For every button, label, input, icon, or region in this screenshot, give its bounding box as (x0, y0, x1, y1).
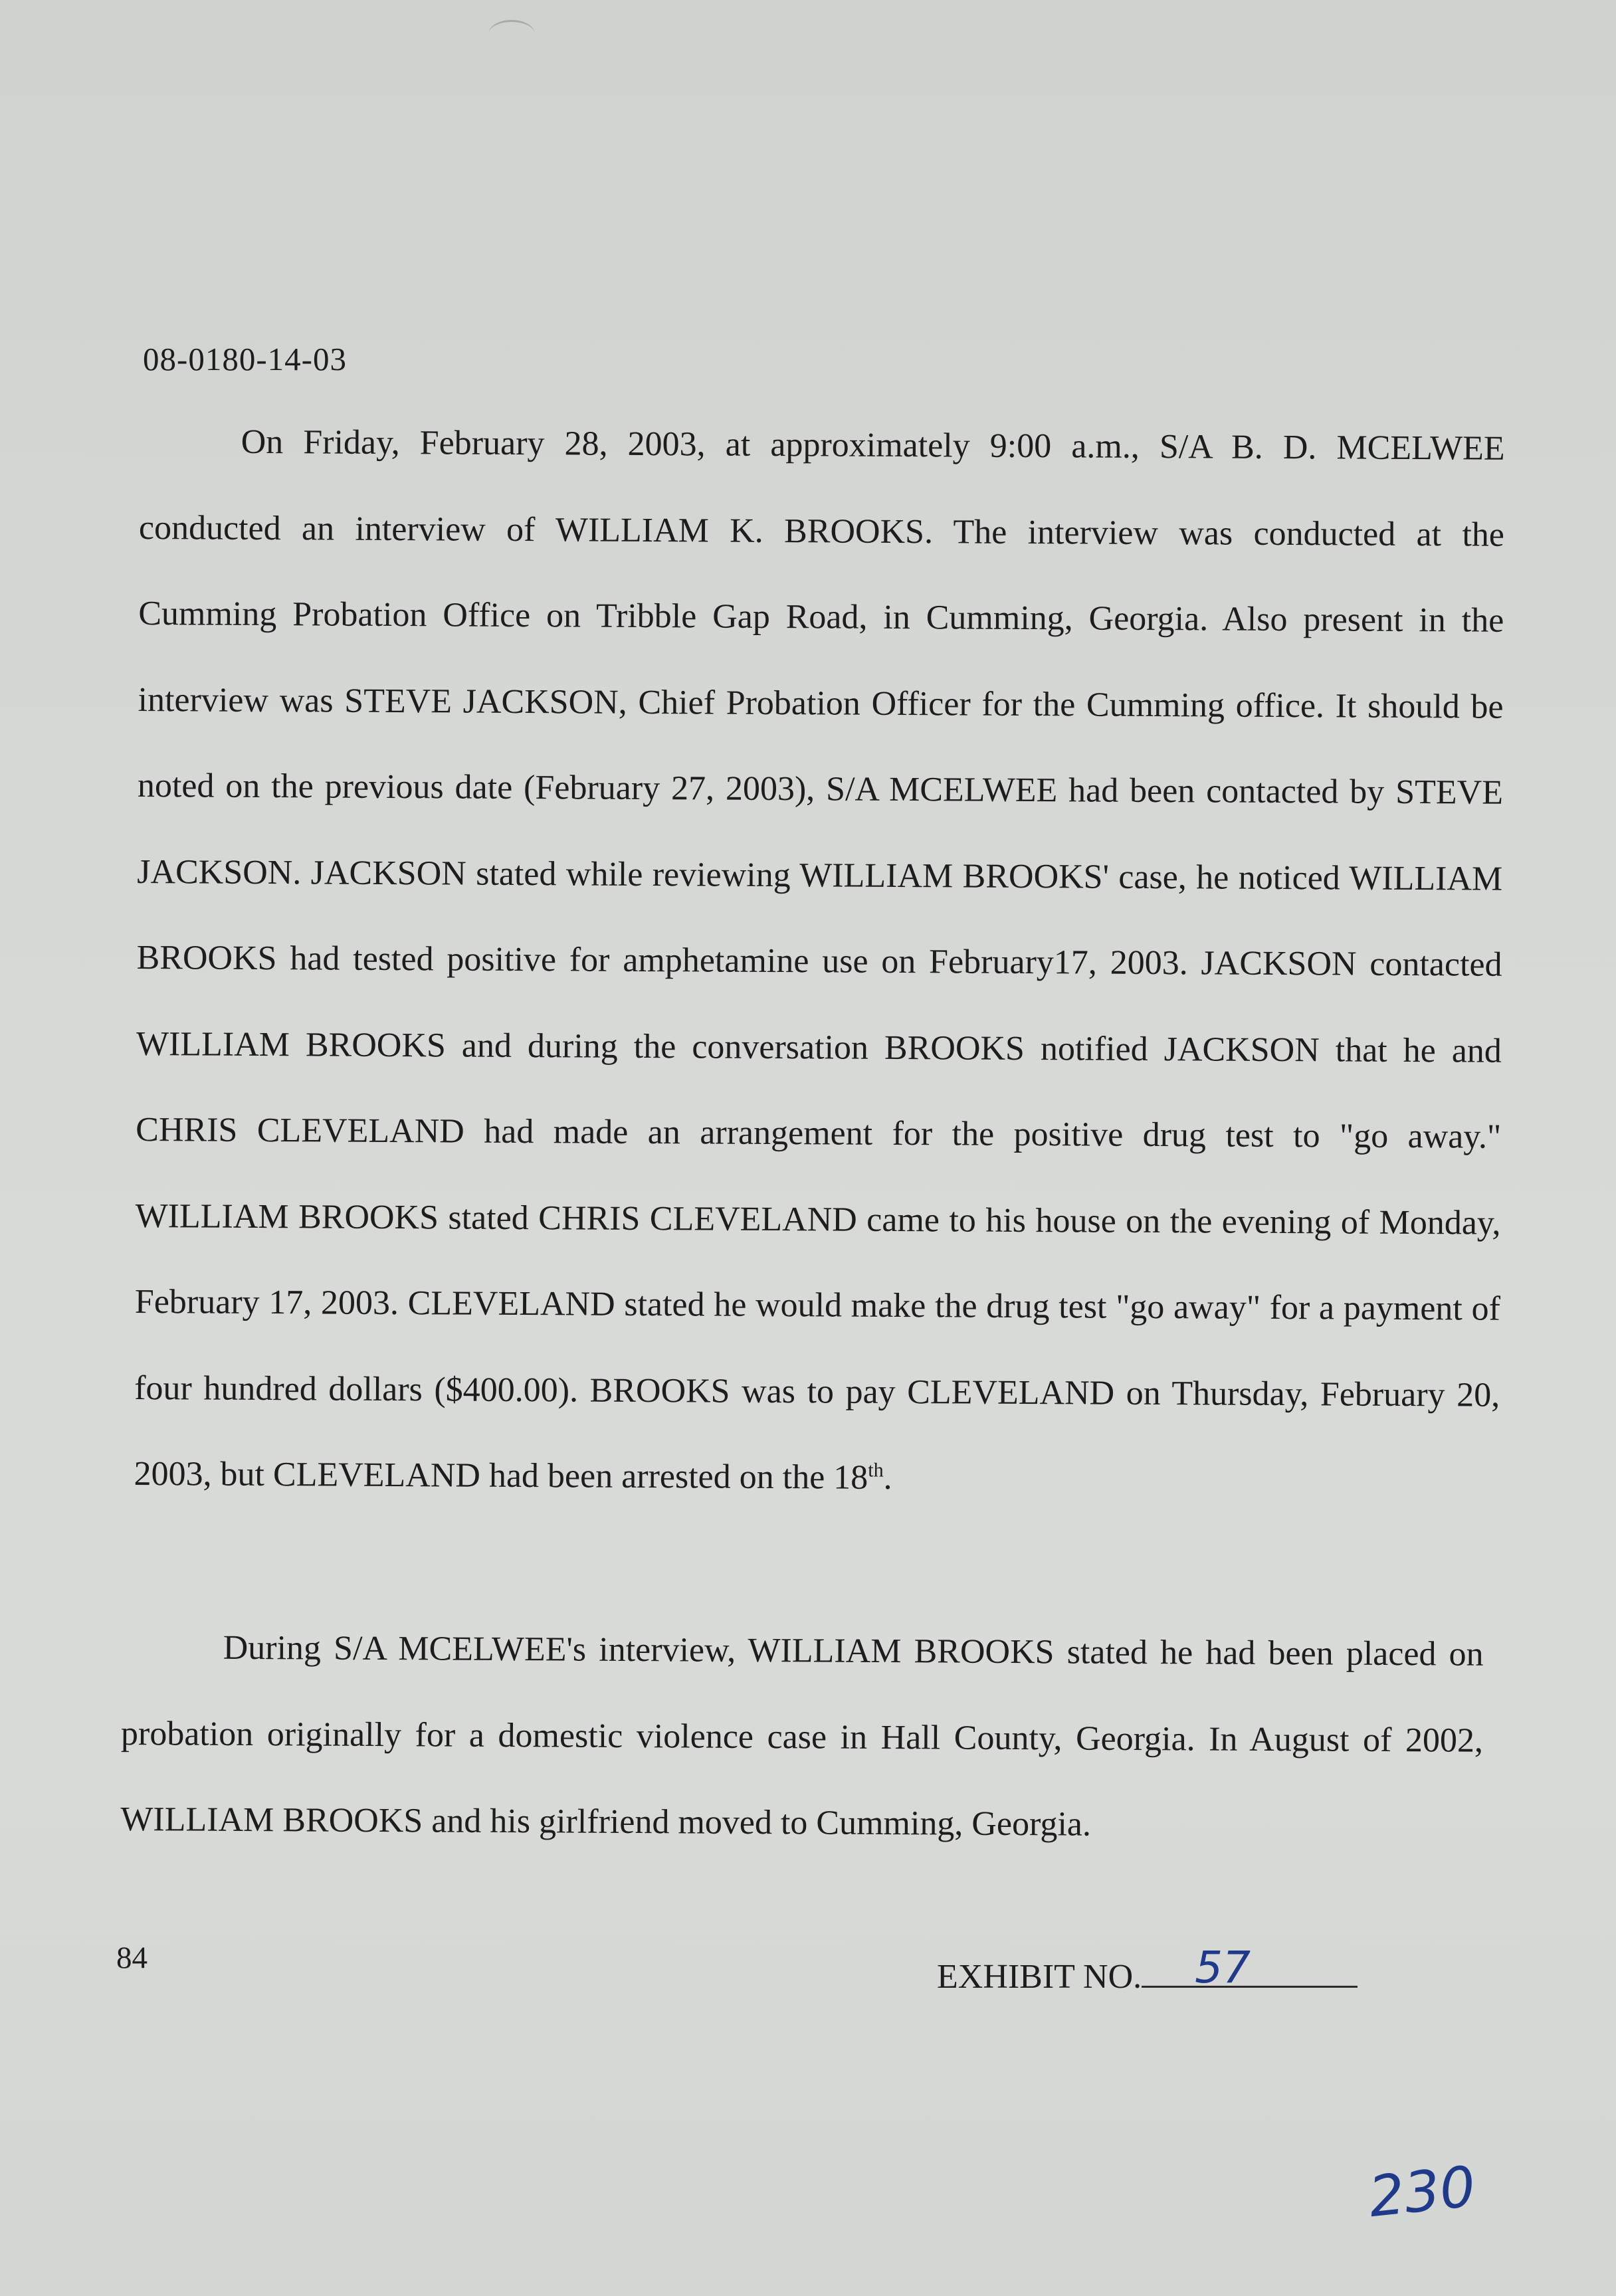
paragraph-interview-summary (134, 399, 1505, 1524)
paper-mark (488, 20, 535, 48)
case-number: 08-0180-14-03 (143, 341, 347, 377)
exhibit-label: EXHIBIT NO. (937, 1958, 1142, 1996)
paragraph-1-text: On Friday, February 28, 2003, at approximately 9:00 a.m., S/A B. D. MCELWEE conducted an interview of WILLIAM K. BROOKS. The interview was conducted at the Cumming Probation Office on Tribble Gap Road, in Cumming, Georgia. Also present in the interview was STEVE JACKSON, Chief Probation Officer for the Cumming office. It should be noted on the previous date (February 27, 2003), S/A MCELWEE had been contacted by STEVE JACKSON. JACKSON stated while reviewing WILLIAM BROOKS' case, he noticed WILLIAM BROOKS had tested positive for amphetamine use on February17, 2003. JACKSON contacted WILLIAM BROOKS and during the conversation BROOKS notified JACKSON that he and CHRIS CLEVELAND had made an arrangement for the positive drug test to "go away." WILLIAM BROOKS stated CHRIS CLEVELAND came to his house on the evening of Monday, February 17, 2003. CLEVELAND stated he would make the drug test "go away" for a payment of four hundred dollars ($400.00). BROOKS was to pay CLEVELAND on Thursday, February 20, 2003, but CLEVELAND had been arrested on the 18 (134, 423, 1505, 1497)
exhibit-underline (1142, 1942, 1358, 1993)
paragraph-probation-history: During S/A MCELWEE's interview, WILLIAM BROOKS stated he had been placed on probation originally for a domestic violence case in Hall County, Georgia. In August of 2002, WILLIAM BROOKS and his girlfriend moved to Cumming, Georgia. (120, 1628, 1484, 1844)
ordinal-superscript: th (868, 1459, 884, 1482)
handwritten-page-annotation: 230 (1365, 2153, 1479, 2230)
handwritten-exhibit-number: 57 (1195, 1942, 1251, 1993)
page-number: 84 (116, 1941, 148, 1975)
paragraph-1-end: . (883, 1458, 892, 1497)
exhibit-number-field (937, 1942, 1358, 1996)
